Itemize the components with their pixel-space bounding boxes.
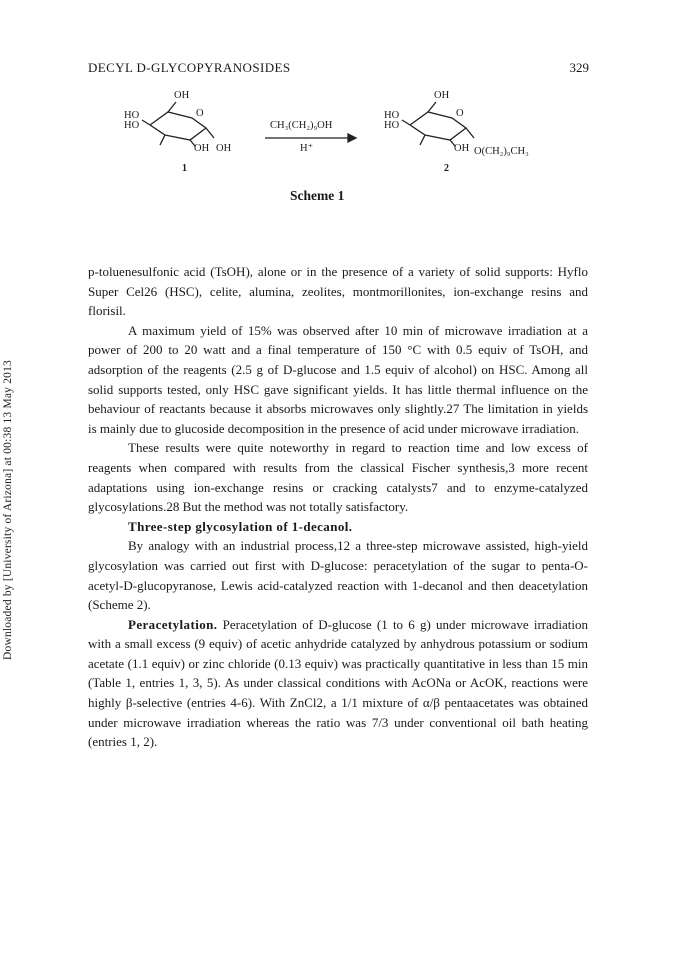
paragraph-2: A maximum yield of 15% was observed after 10 min of microwave irradiation at a power of 200 to 20 watt and a final temperature of 150 °C with 0.5 equiv of TsOH, and adsorption of the reagents (2.5 g of D-glucose and 1.5 equiv of alcohol) on HSC. Among all solid supports tested, only HSC gave significant yields. It has little thermal influence on the behaviour of reactants because it absorbs microwaves only slightly.27 The limitation in yields is mainly due to glucoside decomposition in the presence of acid under microwave irradiation. (88, 322, 588, 436)
running-title: DECYL D-GLYCOPYRANOSIDES (88, 60, 291, 75)
page-number: 329 (569, 60, 589, 75)
c2-ring-o: O (456, 108, 464, 119)
compound-1-number: 1 (182, 163, 187, 174)
paragraph-3: These results were quite noteworthy in regard to reaction time and low excess of reagents when compared with results from the classical Fischer synthesis,3 more recent adaptations using ion-exchange resins or cracking catalysts7 and to enzyme-catalyzed glycosylations.28 But the method was not totally satisfactory. (88, 440, 588, 515)
download-watermark: Downloaded by [University of Arizona] at 00:38 13 May 2013 (2, 359, 14, 660)
paragraph-4: By analogy with an industrial process,12 a three-step microwave assisted, high-yield glycosylation was carried out first with D-glucose: peracetylation of the sugar to penta-O-acetyl-D-glucopyranose, Lewis acid-catalyzed reaction with 1-decanol and then deacetylation (Scheme 2). (88, 538, 588, 613)
section-heading: Three-step glycosylation of 1-decanol. (128, 518, 353, 534)
c1-ho-1: HO (124, 110, 140, 121)
c2-ho-1: HO (384, 110, 400, 121)
c1-oh-bottom: OH (194, 143, 210, 154)
c1-oh-top: OH (174, 90, 190, 101)
c1-oh-anomeric: OH (216, 143, 232, 154)
peracetylation-heading: Peracetylation. (128, 616, 218, 632)
compound-2-number: 2 (444, 163, 449, 174)
c2-oh-bottom: OH (454, 143, 470, 154)
paragraph-5 (88, 615, 588, 752)
article-body (88, 262, 588, 752)
scheme-structures (110, 90, 530, 185)
c1-ho-2: HO (124, 120, 140, 131)
c1-ring-o: O (196, 108, 204, 119)
reaction-arrow (265, 134, 356, 142)
scheme-caption: Scheme 1 (290, 188, 345, 203)
c2-oh-top: OH (434, 90, 450, 101)
reagent-acid: H⁺ (300, 143, 314, 154)
reagent-alcohol: CH₃(CH₂)₉OH (270, 120, 333, 131)
paragraph-5-text: Peracetylation of D-glucose (1 to 6 g) under microwave irradiation with a small excess (9 equiv) of acetic anhydride catalyzed by anhydrous potassium or sodium acetate (1.1 equiv) or zinc chloride (0.13 equiv) was practically quantitative in less than 15 min (Table 1, entries 1, 3, 5). As under classical conditions with AcONa or AcOK, reactions were highly β-selective (entries 4-6). With ZnCl2, a 1/1 mixture of α/β pentaacetates was obtained under microwave irradiation whereas the ratio was 7/3 under conventional oil bath heating (entries 1, 2). (88, 616, 588, 750)
scheme-1 (110, 90, 530, 210)
c2-decyloxy: O(CH₂)₉CH₃ (474, 146, 529, 157)
paragraph-1: p-toluenesulfonic acid (TsOH), alone or in the presence of a variety of solid supports: Hyflo Super Cel26 (HSC), celite, alumina, zeolites, montmorillonites, ion-exchange resins and florisil. (88, 264, 588, 319)
running-header (88, 60, 589, 78)
c2-ho-2: HO (384, 120, 400, 131)
